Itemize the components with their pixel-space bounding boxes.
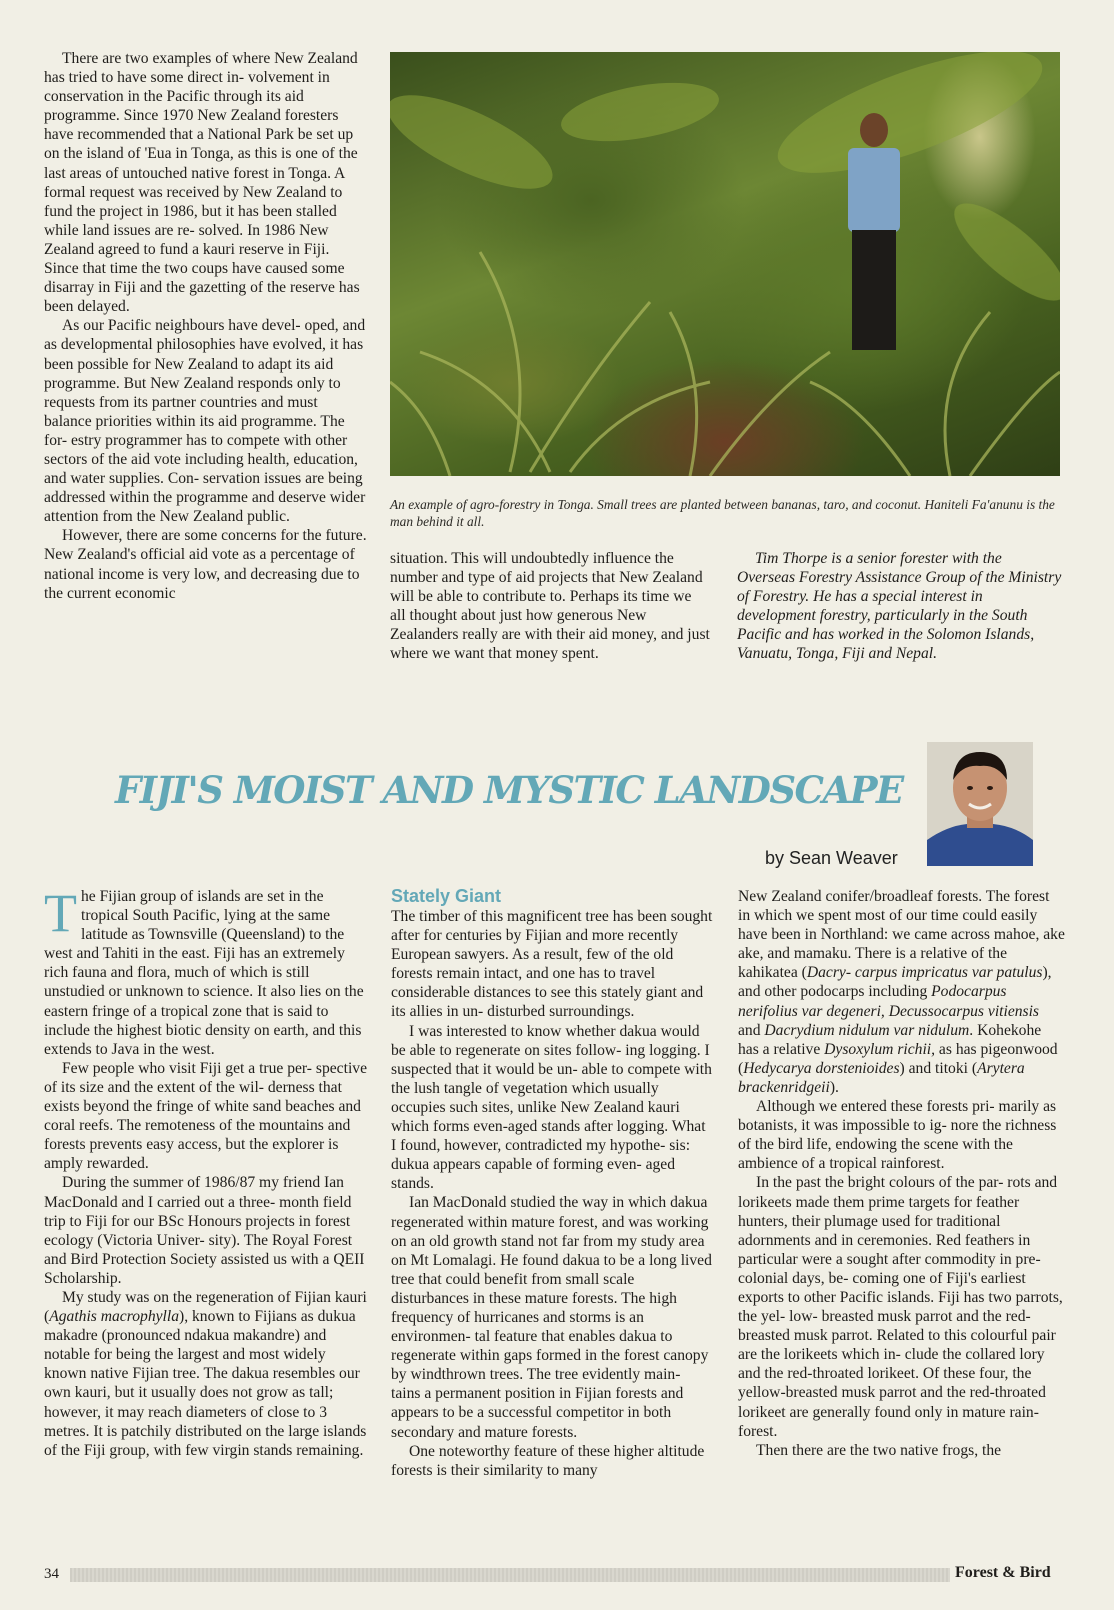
paragraph: One noteworthy feature of these higher altitude forests is their similarity to many (391, 1442, 705, 1479)
paragraph: There are two examples of where New Zealand has tried to have some direct in- volvement in conservation in the Pacific through its aid programme. Since 1970 New Zealand foresters have recommended that a National Park be set up on the island of 'Eua in Tonga, as this is one of the last areas of untouched native forest in Tonga. A formal request was received by New Zealand to fund the project in 1986, but it has been stalled while land issues are re- solved. In 1986 New Zealand agreed to fund a kauri reserve in Fiji. Since that time the two coups have caused some disarray in Fiji and the gazetting of the reserve has been delayed. (44, 50, 360, 316)
agroforestry-photo (390, 52, 1060, 476)
paragraph: However, there are some concerns for the future. New Zealand's official aid vote as a percentage of national income is very low, and decreasing due to the current economic (44, 527, 367, 602)
footer-rule (70, 1568, 950, 1582)
portrait-illustration (927, 742, 1033, 866)
drop-cap: T (44, 883, 77, 943)
article-headline: FIJI'S MOIST AND MYSTIC LANDSCAPE (115, 768, 903, 812)
foliage-illustration (390, 52, 1060, 476)
paragraph: I was interested to know whether dakua would be able to regenerate on sites follow- ing logging. I suspected that it would be un- able to compete with the lush tangle of vegetation which usually occupies such sites, unlike New Zealand kauri which forms even-aged stands after logging. What I found, however, contradicted my hypothe- sis: dukua appears capable of forming even- aged stands. (391, 1022, 712, 1193)
paragraph: situation. This will undoubtedly influence the number and type of aid projects that New Zealand will be able to contribute to. Perhaps its time we all thought about just how generous New Zealanders really are with their aid money, and just where we want that money spent. (390, 550, 710, 663)
byline: by Sean Weaver (765, 848, 898, 868)
paragraph: Ian MacDonald studied the way in which dakua regenerated within mature forest, and was working on an old growth stand not far from my study area on Mt Lomalagi. He found dakua to be a long lived tree that could benefit from small scale disturbances in these mature forests. The high frequency of hurricanes and storms is an environmen- tal feature that enables dakua to regenerate within gaps formed in the forest canopy by windthrown trees. The tree evidently main- tains a permanent position in Fijian forests and appears to be a successful competitor in both secondary and mature forests. (391, 1194, 712, 1441)
paragraph: In the past the bright colours of the par- rots and lorikeets made them prime targets for feather hunters, their plumage used for traditional adornments and in ceremonies. Red feathers in particular were a sought after commodity in pre-colonial days, be- coming one of Fiji's earliest exports to other Pacific islands. Fiji has two parrots, the yel- low- breasted musk parrot and the red- breasted musk parrot. Related to this colourful pair are the lorikeets which in- clude the collared lory and the red-throated lorikeet. Of these four, the yellow-breasted musk parrot and the red-throated lorikeet are generally found only in mature rain- forest. (738, 1174, 1063, 1440)
author-portrait (927, 742, 1033, 866)
top-column-1 (44, 49, 367, 603)
paragraph: Then there are the two native frogs, the (756, 1441, 1002, 1459)
paragraph: New Zealand conifer/broadleaf forests. The forest in which we spent most of our time could easily have been in Northland: we came across mahoe, ake ake, and mamaku. There is a relative of the kahikatea (Dacry- carpus impricatus var patulus), and other podocarps including Podocarpus nerifolius var degeneri, Decussocarpus vitiensis and Dacrydium nidulum var nidulum. Kohekohe has a relative Dysoxylum richii, as has pigeonwood (Hedycarya dorstenioides) and titoki (Arytera brackenridgeii). (738, 888, 1065, 1096)
article-column-2 (391, 885, 713, 1480)
paragraph: Tim Thorpe is a senior forester with the Overseas Forestry Assistance Group of the Ministry of Forestry. He has a special interest in development forestry, particularly in the South Pacific and has worked in the Solomon Islands, Vanuatu, Tonga, Fiji and Nepal. (737, 550, 1062, 663)
paragraph: During the summer of 1986/87 my friend Ian MacDonald and I carried out a three- month field trip to Fiji for our BSc Honours projects in forest ecology (Victoria Univer- sity). The Royal Forest and Bird Protection Society assisted us with a QEII Scholarship. (44, 1174, 365, 1287)
subheading: Stately Giant (391, 886, 502, 906)
top-column-2 (390, 549, 710, 664)
paragraph: As our Pacific neighbours have devel- oped, and as developmental philosophies have evolved, it has been possible for New Zealand to adapt its aid programme. But New Zealand responds only to requests from its partner countries and must balance priorities within its aid programme. The for- estry programmer has to compete with other sectors of the aid vote including health, education, and water supplies. Con- servation issues are being addressed within the programme and deserve wider attention from the New Zealand public. (44, 317, 366, 526)
author-bio (737, 549, 1062, 664)
man-figure (848, 113, 900, 350)
photo-caption: An example of agro-forestry in Tonga. Small trees are planted between bananas, taro, and coconut. Haniteli Fa'anunu is the man behind it all. (390, 497, 1055, 529)
article-column-3 (738, 887, 1065, 1460)
paragraph: My study was on the regeneration of Fijian kauri (Agathis macrophylla), known to Fijians as dukua makadre (pronounced ndakua makandre) and notable for being the largest and most widely known native Fijian tree. The dakua resembles our own kauri, but it usually does not grow as tall; however, it may reach diameters of close to 3 metres. It is patchily distributed on the large islands of the Fiji group, with few virgin stands remaining. (44, 1288, 367, 1459)
article-column-1 (44, 883, 367, 1460)
page-number: 34 (44, 1566, 59, 1582)
paragraph: Few people who visit Fiji get a true per- spective of its size and the extent of the wil- derness that exists beyond the fringe of white sand beaches and coral reefs. The remoteness of the mountains and forests prevents easy access, but the explorer is amply rewarded. (44, 1059, 367, 1173)
paragraph: The timber of this magnificent tree has been sought after for centuries by Fijian and more recently European sawyers. As a result, few of the old forests remain intact, and one has to travel considerable distances to see this stately giant and its allies in un- disturbed surroundings. (391, 908, 713, 1021)
paragraph: Although we entered these forests pri- marily as botanists, it was impossible to ig- nore the richness of the bird life, endowing the scene with the ambience of a tropical rainforest. (738, 1098, 1057, 1173)
paragraph: The Fijian group of islands are set in the tropical South Pacific, lying at the same latitude as Townsville (Queensland) to the west and Tahiti in the east. Fiji has an extremely rich fauna and flora, much of which is still unstudied or unknown to science. It also lies on the eastern fringe of a tropical zone that is said to include the highest biotic density on earth, and this extends to Java in the west. (44, 883, 364, 1058)
magazine-name: Forest & Bird (955, 1564, 1051, 1581)
